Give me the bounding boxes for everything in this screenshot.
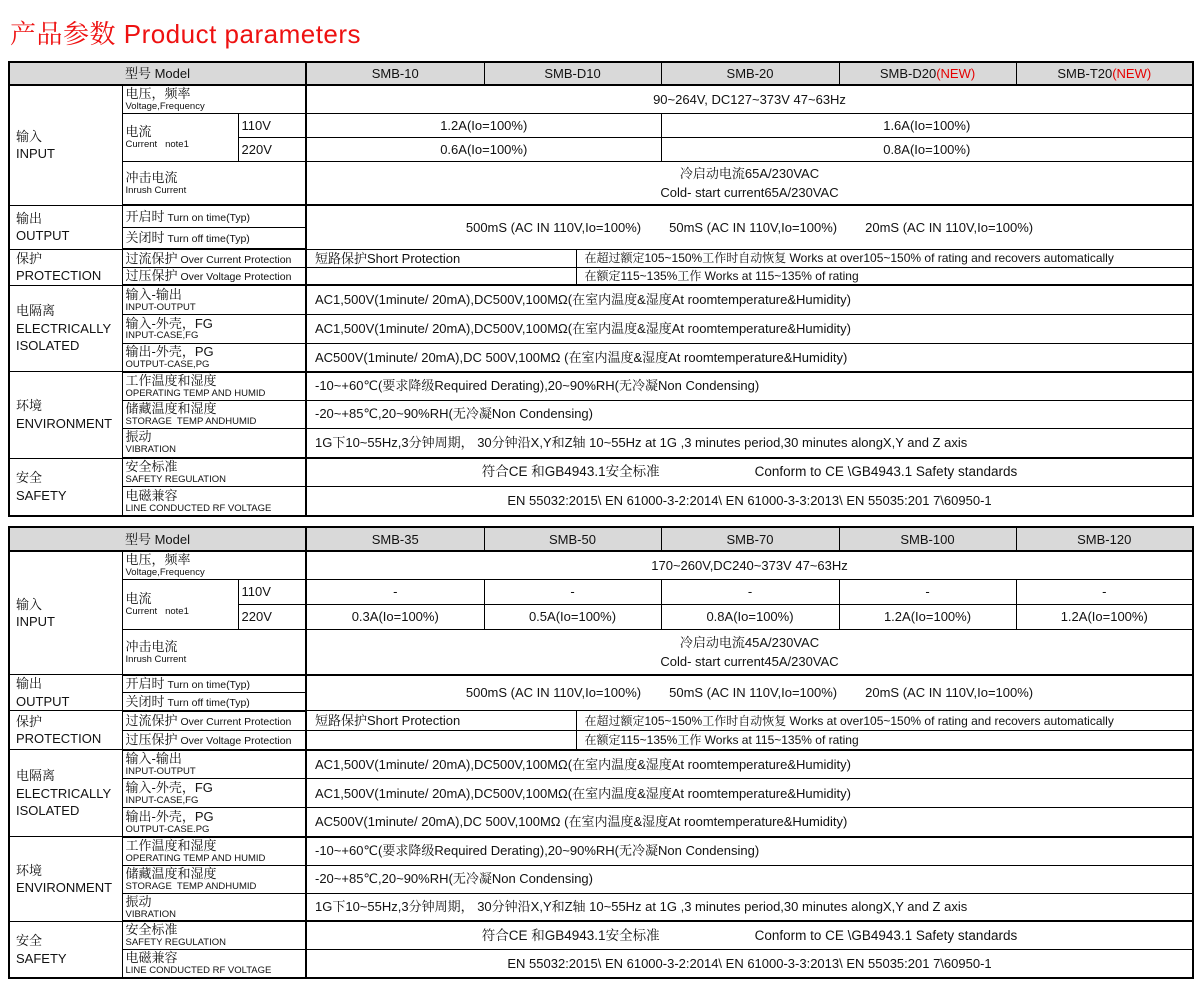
label-zh: 开启时 — [125, 676, 165, 692]
model-header-row — [9, 527, 1193, 551]
label-en: Over Current Protection — [180, 716, 292, 729]
model-cell — [661, 62, 839, 85]
param-storage-temp — [122, 400, 306, 428]
row-emc — [9, 486, 1193, 516]
safety-zh-part: 符合CE 和GB4943.1安全标准 — [481, 927, 660, 943]
param-output-case — [122, 343, 306, 371]
label-en: Voltage,Frequency — [125, 100, 205, 112]
row-over-voltage — [9, 731, 1193, 750]
param-operating-temp — [122, 372, 306, 400]
category-protection — [9, 711, 122, 750]
environment-value: -20~+85℃,20~90%RH(无冷凝Non Condensing) — [306, 865, 1193, 893]
emc-value: EN 55032:2015\ EN 61000-3-2:2014\ EN 61000-3-3:2013\ EN 55035:201 7\60950-1 — [306, 486, 1193, 516]
auto-recover-value: 在超过额定105~150%工作时自动恢复 Works at over105~150% of rating and recovers automatically — [576, 711, 1193, 731]
label-en: Turn off time(Typ) — [167, 233, 250, 246]
safety-en-part: Conform to CE \GB4943.1 Safety standards — [754, 927, 1018, 943]
sub-label-220v: 220V — [238, 605, 306, 630]
label-en: Voltage,Frequency — [125, 567, 205, 579]
param-output-case — [122, 808, 306, 837]
row-over-current — [9, 711, 1193, 731]
label-zh: 储藏温度和湿度 — [125, 400, 217, 416]
time-50ms: 50mS (AC IN 110V,Io=100%) — [669, 219, 838, 235]
label-en: OPERATING TEMP AND HUMID — [125, 387, 266, 399]
category-en: INPUT — [16, 146, 55, 162]
model-header-text: 型号 Model — [124, 531, 191, 547]
model-name: SMB-D20 — [879, 65, 937, 81]
category-zh: 输入 — [16, 596, 43, 612]
sub-label-110v: 110V — [238, 580, 306, 605]
label-zh: 电磁兼容 — [125, 487, 178, 503]
inrush-line-en: Cold- start current65A/230VAC — [660, 185, 839, 201]
category-input — [9, 85, 122, 205]
row-over-current — [9, 249, 1193, 267]
current-220v-value: 0.6A(Io=100%) — [306, 137, 661, 161]
model-name: SMB-120 — [1077, 531, 1132, 547]
row-input-case — [9, 779, 1193, 808]
param-over-voltage — [122, 731, 306, 750]
param-input-output — [122, 750, 306, 779]
model-name: SMB-35 — [371, 531, 419, 547]
model-name: SMB-100 — [900, 531, 955, 547]
category-zh: 环境 — [16, 862, 43, 878]
label-en: Inrush Current — [125, 184, 187, 196]
row-emc — [9, 950, 1193, 978]
model-header-label — [9, 62, 306, 85]
label-en: INPUT-OUTPUT — [125, 766, 196, 778]
safety-regulation-value — [306, 458, 1193, 486]
auto-recover-value: 在超过额定105~150%工作时自动恢复 Works at over105~150% of rating and recovers automatically — [576, 249, 1193, 267]
category-en: PROTECTION — [16, 731, 102, 747]
row-input-case — [9, 314, 1193, 343]
label-zh: 输入-外壳，FG — [125, 779, 213, 795]
param-emc — [122, 950, 306, 978]
model-cell — [1016, 62, 1193, 85]
voltage-value: 90~264V, DC127~373V 47~63Hz — [306, 85, 1193, 113]
category-en: PROTECTION — [16, 268, 102, 284]
current-110v-value: - — [306, 580, 484, 605]
isolation-value: AC500V(1minute/ 20mA),DC 500V,100MΩ (在室内温度&湿度At roomtemperature&Humidity) — [306, 343, 1193, 371]
row-safety-regulation — [9, 458, 1193, 486]
label-en: Current note1 — [125, 138, 189, 150]
category-en: ENVIRONMENT — [16, 415, 113, 431]
label-en: Inrush Current — [125, 653, 187, 665]
row-input-output — [9, 750, 1193, 779]
sub-label-220v: 220V — [238, 137, 306, 161]
model-header-row — [9, 62, 1193, 85]
label-zh: 输入-输出 — [125, 751, 182, 767]
category-en: OUTPUT — [16, 228, 70, 244]
category-zh: 输出 — [16, 676, 43, 692]
label-en: Over Current Protection — [180, 253, 292, 266]
row-turn-on — [9, 205, 1193, 227]
category-en: ENVIRONMENT — [16, 880, 113, 896]
model-cell — [661, 527, 839, 551]
current-110v-value: 1.2A(Io=100%) — [306, 113, 661, 137]
label-en: Turn on time(Typ) — [167, 679, 250, 692]
category-safety — [9, 458, 122, 516]
model-name: SMB-10 — [371, 65, 419, 81]
row-output-case — [9, 343, 1193, 371]
time-20ms: 20mS (AC IN 110V,Io=100%) — [865, 685, 1034, 701]
model-cell — [306, 62, 484, 85]
label-en: INPUT-CASE,FG — [125, 794, 199, 806]
label-en: SAFETY REGULATION — [125, 473, 226, 485]
label-zh: 关闭时 — [125, 693, 165, 709]
category-protection — [9, 249, 122, 285]
label-en: STORAGE TEMP ANDHUMID — [125, 880, 257, 892]
model-cell — [306, 527, 484, 551]
label-zh: 过流保护 — [125, 713, 178, 729]
label-zh: 输出-外壳，PG — [125, 343, 214, 359]
label-zh: 输出-外壳，PG — [125, 808, 214, 824]
environment-value: -10~+60℃(要求降级Required Derating),20~90%RH(无冷凝Non Condensing) — [306, 837, 1193, 865]
label-zh: 过压保护 — [125, 268, 178, 284]
model-cell — [839, 62, 1016, 85]
label-zh: 冲击电流 — [125, 169, 178, 185]
row-operating-temp — [9, 837, 1193, 865]
param-over-current — [122, 711, 306, 731]
param-input-output — [122, 285, 306, 314]
output-time-value — [306, 205, 1193, 249]
label-zh: 振动 — [125, 429, 152, 445]
current-220v-value: 0.8A(Io=100%) — [661, 137, 1193, 161]
ovp-value: 在额定115~135%工作 Works at 115~135% of rating — [576, 731, 1193, 750]
model-name: SMB-20 — [726, 65, 774, 81]
category-zh: 电隔离 — [16, 768, 56, 784]
label-zh: 输入-外壳，FG — [125, 315, 213, 331]
category-zh: 输出 — [16, 210, 43, 226]
label-zh: 工作温度和湿度 — [125, 837, 217, 853]
ovp-value: 在额定115~135%工作 Works at 115~135% of rating — [576, 267, 1193, 285]
param-over-current — [122, 249, 306, 267]
row-inrush — [9, 630, 1193, 675]
category-safety — [9, 921, 122, 978]
current-220v-value: 0.5A(Io=100%) — [484, 605, 661, 630]
category-zh: 输入 — [16, 128, 43, 144]
label-en: LINE CONDUCTED RF VOLTAGE — [125, 965, 272, 977]
category-en: SAFETY — [16, 487, 67, 503]
model-cell — [484, 62, 661, 85]
label-en: OPERATING TEMP AND HUMID — [125, 852, 266, 864]
row-output-case — [9, 808, 1193, 837]
spec-table-smb35-120 — [8, 526, 1194, 979]
label-zh: 电流 — [125, 591, 152, 607]
row-storage-temp — [9, 865, 1193, 893]
label-zh: 电流 — [125, 123, 152, 139]
param-operating-temp — [122, 837, 306, 865]
current-110v-value: 1.6A(Io=100%) — [661, 113, 1193, 137]
vibration-value: 1G下10~55Hz,3分钟周期， 30分钟沿X,Y和Z轴 10~55Hz at 1G ,3 minutes period,30 minutes alongX,Y and Z axis — [306, 893, 1193, 921]
safety-en-part: Conform to CE \GB4943.1 Safety standards — [754, 464, 1018, 480]
label-en: Over Voltage Protection — [180, 271, 292, 284]
emc-value: EN 55032:2015\ EN 61000-3-2:2014\ EN 61000-3-3:2013\ EN 55035:201 7\60950-1 — [306, 950, 1193, 978]
current-110v-value: - — [484, 580, 661, 605]
param-voltage-frequency — [122, 85, 306, 113]
category-en: ELECTRICALLY ISOLATED — [16, 320, 111, 354]
category-en: SAFETY — [16, 950, 67, 966]
output-time-value — [306, 675, 1193, 711]
isolation-value: AC1,500V(1minute/ 20mA),DC500V,100MΩ(在室内温度&湿度At roomtemperature&Humidity) — [306, 314, 1193, 343]
param-safety-regulation — [122, 458, 306, 486]
label-en: STORAGE TEMP ANDHUMID — [125, 415, 257, 427]
param-vibration — [122, 893, 306, 921]
model-cell — [1016, 527, 1193, 551]
param-over-voltage — [122, 267, 306, 285]
model-name: SMB-50 — [549, 531, 596, 547]
short-protection-value: 短路保护Short Protection — [306, 249, 576, 267]
vibration-value: 1G下10~55Hz,3分钟周期， 30分钟沿X,Y和Z轴 10~55Hz at 1G ,3 minutes period,30 minutes alongX,Y and Z axis — [306, 428, 1193, 458]
isolation-value: AC1,500V(1minute/ 20mA),DC500V,100MΩ(在室内温度&湿度At roomtemperature&Humidity) — [306, 750, 1193, 779]
label-zh: 开启时 — [125, 208, 165, 224]
short-protection-value: 短路保护Short Protection — [306, 711, 576, 731]
current-110v-value: - — [661, 580, 839, 605]
label-en: Turn on time(Typ) — [167, 211, 250, 224]
model-name: SMB-70 — [726, 531, 774, 547]
inrush-line-zh: 冷启动电流65A/230VAC — [679, 165, 820, 181]
voltage-value: 170~260V,DC240~373V 47~63Hz — [306, 551, 1193, 579]
label-en: Current note1 — [125, 606, 189, 618]
row-over-voltage — [9, 267, 1193, 285]
param-turn-on — [122, 675, 306, 693]
inrush-value — [306, 630, 1193, 675]
label-zh: 冲击电流 — [125, 638, 178, 654]
label-en: Over Voltage Protection — [180, 735, 292, 748]
category-isolated — [9, 285, 122, 371]
new-badge: (NEW) — [1112, 65, 1152, 81]
label-zh: 工作温度和湿度 — [125, 372, 217, 388]
label-zh: 安全标准 — [125, 922, 178, 938]
label-en: Turn off time(Typ) — [167, 696, 250, 709]
isolation-value: AC1,500V(1minute/ 20mA),DC500V,100MΩ(在室内温度&湿度At roomtemperature&Humidity) — [306, 779, 1193, 808]
model-cell — [484, 527, 661, 551]
page — [0, 14, 1200, 979]
label-en: SAFETY REGULATION — [125, 937, 226, 949]
label-en: OUTPUT-CASE.PG — [125, 823, 210, 835]
param-emc — [122, 486, 306, 516]
row-turn-on — [9, 675, 1193, 693]
category-zh: 电隔离 — [16, 303, 56, 319]
label-zh: 储藏温度和湿度 — [125, 865, 217, 881]
param-turn-on — [122, 205, 306, 227]
model-name: SMB-T20 — [1057, 65, 1113, 81]
row-safety-regulation — [9, 921, 1193, 949]
row-operating-temp — [9, 372, 1193, 400]
row-voltage — [9, 85, 1193, 113]
category-zh: 安全 — [16, 470, 43, 486]
model-header-label — [9, 527, 306, 551]
row-current-110v — [9, 580, 1193, 605]
current-220v-value: 1.2A(Io=100%) — [839, 605, 1016, 630]
model-header-text: 型号 Model — [124, 65, 191, 81]
row-input-output — [9, 285, 1193, 314]
param-voltage-frequency — [122, 551, 306, 579]
current-220v-value: 0.3A(Io=100%) — [306, 605, 484, 630]
empty-cell — [306, 731, 576, 750]
row-current-110v — [9, 113, 1193, 137]
model-name: SMB-D10 — [544, 65, 601, 81]
row-storage-temp — [9, 400, 1193, 428]
category-output — [9, 205, 122, 249]
label-en: VIBRATION — [125, 908, 176, 920]
safety-regulation-value — [306, 921, 1193, 949]
category-en: ELECTRICALLY ISOLATED — [16, 785, 111, 819]
category-zh: 保护 — [16, 250, 43, 266]
isolation-value: AC1,500V(1minute/ 20mA),DC500V,100MΩ(在室内温度&湿度At roomtemperature&Humidity) — [306, 285, 1193, 314]
category-zh: 保护 — [16, 713, 43, 729]
time-500ms: 500mS (AC IN 110V,Io=100%) — [465, 685, 642, 701]
new-badge: (NEW) — [936, 65, 976, 81]
label-zh: 电磁兼容 — [125, 950, 178, 966]
row-vibration — [9, 428, 1193, 458]
category-input — [9, 551, 122, 674]
label-en: OUTPUT-CASE,PG — [125, 358, 210, 370]
time-50ms: 50mS (AC IN 110V,Io=100%) — [669, 685, 838, 701]
label-en: INPUT-OUTPUT — [125, 301, 196, 313]
environment-value: -20~+85℃,20~90%RH(无冷凝Non Condensing) — [306, 400, 1193, 428]
label-en: VIBRATION — [125, 444, 176, 456]
category-zh: 安全 — [16, 932, 43, 948]
label-zh: 振动 — [125, 893, 152, 909]
label-zh: 过压保护 — [125, 732, 178, 748]
category-zh: 环境 — [16, 398, 43, 414]
empty-cell — [306, 267, 576, 285]
param-current — [122, 580, 238, 630]
label-en: LINE CONDUCTED RF VOLTAGE — [125, 502, 272, 514]
time-500ms: 500mS (AC IN 110V,Io=100%) — [465, 219, 642, 235]
inrush-line-en: Cold- start current45A/230VAC — [660, 654, 839, 669]
current-220v-value: 0.8A(Io=100%) — [661, 605, 839, 630]
category-environment — [9, 372, 122, 458]
label-zh: 过流保护 — [125, 250, 178, 266]
label-en: INPUT-CASE,FG — [125, 330, 199, 342]
param-safety-regulation — [122, 921, 306, 949]
param-storage-temp — [122, 865, 306, 893]
page-title: 产品参数 Product parameters — [10, 19, 362, 49]
environment-value: -10~+60℃(要求降级Required Derating),20~90%RH(无冷凝Non Condensing) — [306, 372, 1193, 400]
time-20ms: 20mS (AC IN 110V,Io=100%) — [865, 219, 1034, 235]
isolation-value: AC500V(1minute/ 20mA),DC 500V,100MΩ (在室内温度&湿度At roomtemperature&Humidity) — [306, 808, 1193, 837]
safety-zh-part: 符合CE 和GB4943.1安全标准 — [481, 464, 660, 480]
inrush-value — [306, 161, 1193, 205]
param-turn-off — [122, 227, 306, 249]
row-vibration — [9, 893, 1193, 921]
model-cell — [839, 527, 1016, 551]
param-current — [122, 113, 238, 161]
row-inrush — [9, 161, 1193, 205]
spec-table-smb10-t20 — [8, 61, 1194, 517]
current-110v-value: - — [839, 580, 1016, 605]
category-isolated — [9, 750, 122, 837]
param-inrush-current — [122, 630, 306, 675]
param-inrush-current — [122, 161, 306, 205]
label-zh: 电压，频率 — [125, 86, 191, 101]
current-110v-value: - — [1016, 580, 1193, 605]
row-voltage — [9, 551, 1193, 579]
label-zh: 输入-输出 — [125, 286, 182, 302]
inrush-line-zh: 冷启动电流45A/230VAC — [679, 634, 820, 650]
label-zh: 安全标准 — [125, 459, 178, 475]
param-vibration — [122, 428, 306, 458]
param-input-case — [122, 314, 306, 343]
param-input-case — [122, 779, 306, 808]
category-en: INPUT — [16, 614, 55, 630]
label-zh: 电压，频率 — [125, 552, 191, 568]
current-220v-value: 1.2A(Io=100%) — [1016, 605, 1193, 630]
label-zh: 关闭时 — [125, 230, 165, 246]
category-en: OUTPUT — [16, 693, 70, 709]
sub-label-110v: 110V — [238, 113, 306, 137]
param-turn-off — [122, 693, 306, 711]
category-output — [9, 675, 122, 711]
category-environment — [9, 837, 122, 922]
